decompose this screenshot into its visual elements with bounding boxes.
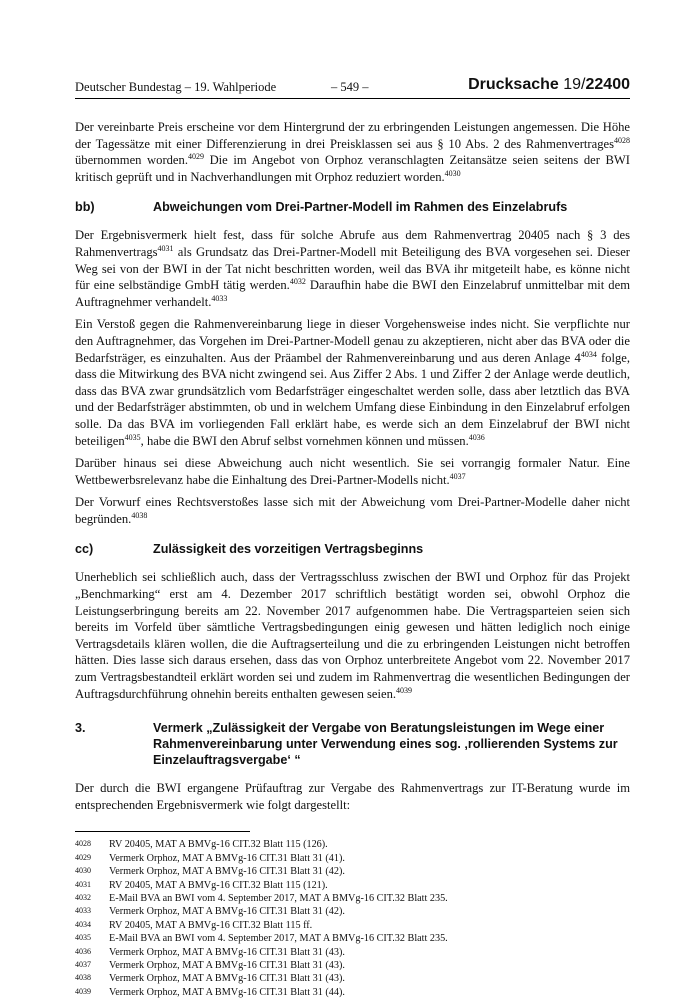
text-span: Darüber hinaus sei diese Abweichung auch nicht wesentlich. Sie sei vorrangig formaler Natur. Eine Wettbewerbsrelevanz habe die Einhaltung des Drei-Partner-Modells nicht.	[75, 456, 630, 487]
footnote	[75, 986, 630, 999]
footnote-ref: 4031	[157, 243, 174, 253]
section-heading-cc	[75, 541, 630, 557]
footnote	[75, 892, 630, 905]
footnote	[75, 838, 630, 851]
footnote-divider	[75, 831, 250, 832]
footnote	[75, 919, 630, 932]
footnote-number: 4031	[75, 879, 91, 889]
footnote-number: 4039	[75, 986, 91, 996]
document-number-main: 22400	[585, 76, 630, 93]
footnote-number: 4038	[75, 973, 91, 983]
text-span: übernommen worden.	[75, 153, 188, 168]
footnotes	[75, 838, 630, 999]
paragraph	[75, 569, 630, 702]
footnote-number: 4035	[75, 933, 91, 943]
footnote-ref: 4030	[444, 168, 461, 178]
footnote-text: Vermerk Orphoz, MAT A BMVg-16 CIT.31 Blatt 31 (42).	[109, 906, 345, 918]
heading-text: Zulässigkeit des vorzeitigen Vertragsbeginns	[153, 542, 424, 557]
footnote-ref: 4035	[124, 432, 141, 442]
footnote	[75, 905, 630, 918]
footnote-ref: 4032	[289, 276, 306, 286]
footnote	[75, 972, 630, 985]
footnote-text: RV 20405, MAT A BMVg-16 CIT.32 Blatt 115 (126).	[109, 839, 328, 851]
text-span: Der Ergebnisvermerk hielt fest, dass für solche Abrufe aus dem Rahmenvertrag 20405 nach § 3 des Rahmenvertrags	[75, 228, 630, 259]
paragraph	[75, 455, 630, 488]
text-span: , habe die BWI den Abruf selbst vornehmen können und müssen.	[140, 433, 469, 448]
heading-number: cc)	[75, 542, 94, 557]
footnote-number: 4036	[75, 946, 91, 956]
footnote	[75, 946, 630, 959]
body-text	[75, 119, 630, 813]
footnote	[75, 865, 630, 878]
footnote	[75, 932, 630, 945]
text-span: Die im Angebot von Orphoz veranschlagten Zeitansätze seien seitens der BWI kritisch geprüft und in Nachverhandlungen mit Orphoz reduziert worden.	[75, 153, 631, 184]
text-span: als Grundsatz das Drei-Partner-Modell mit Beteiligung des BVA vorgesehen sei. Dieser Weg sei von der BWI in der Tat nicht beschritten worden, weil das BVA ihr mitgeteilt habe, es könne nicht für eine selbständige GmbH tätig werden.	[75, 244, 630, 293]
document-number-prefix: 19/	[563, 76, 586, 93]
section-heading-bb	[75, 199, 630, 215]
text-span: Ein Verstoß gegen die Rahmenvereinbarung liege in dieser Vorgehensweise indes nicht. Sie verpflichte nur den Auftragnehmer, das Vorgehen im Drei-Partner-Modell genau zu akzeptieren, nicht aber das BVA oder die Bedarfsträger, es einzuhalten. Aus der Präambel der Rahmenvereinbarung und aus deren Anlage 4	[75, 317, 630, 365]
footnote-text: Vermerk Orphoz, MAT A BMVg-16 CIT.31 Blatt 31 (41).	[109, 852, 345, 864]
paragraph	[75, 316, 630, 449]
section-heading-3	[75, 720, 630, 768]
document-number	[468, 76, 630, 94]
footnote-number: 4028	[75, 839, 91, 849]
text-span: Der Vorwurf eines Rechtsverstoßes lasse sich mit der Abweichung vom Drei-Partner-Modelle daher nicht begründen.	[75, 495, 630, 526]
document-label: Drucksache	[468, 76, 559, 93]
header-publication: Deutscher Bundestag – 19. Wahlperiode	[75, 80, 277, 94]
footnote-number: 4030	[75, 866, 91, 876]
text-span: folge, dass die Mitwirkung des BVA nicht zwingend sei. Aus Ziffer 2 Abs. 1 und Ziffer 2 der Anlage werde deutlich, dass das BVA zwar grundsätzlich vom Bedarfsträger eingeschaltet werden solle, dass aber letztlich das BVA und der Bedarfsträger abstimmten, ob und in welchem Umfang diese Einbindung in den Einzelabruf erfolgen solle. Da das BVA im vorliegenden Fall erklärt habe, es werde sich an dem Einzelabruf der BWI nicht beteiligen	[75, 350, 630, 448]
heading-number: 3.	[75, 721, 86, 736]
document-page	[75, 76, 630, 999]
footnote-text: RV 20405, MAT A BMVg-16 CIT.32 Blatt 115 ff.	[109, 919, 313, 931]
footnote-number: 4033	[75, 906, 91, 916]
text-span: Unerheblich sei schließlich auch, dass der Vertragsschluss zwischen der BWI und Orphoz für das Projekt „Benchmarking“ erst am 4. Dezember 2017 schriftlich bestätigt worden sei, obwohl Orphoz die Leistungserbringung bereits am 22. November 2017 aufgenommen habe. Die Vertragsparteien seien sich bereits im Vorfeld über sämtliche Vertragsbedingungen einig gewesen und hätten lediglich noch einige Vertragsdetails klären wollen, die die Auftragserteilung und die zu erbringenden Leistungen nicht betroffen hätten. Dies lasse sich daraus ersehen, dass das von Orphoz unterbreitete Angebot vom 22. November 2017 zum Vertragsbestandteil erklärt worden sei und zudem im Rahmenvertrag die wesentlichen Bedingungen der Auftragsdurchführung ohnehin bereits enthalten gewesen seien.	[75, 570, 630, 701]
footnote-text: RV 20405, MAT A BMVg-16 CIT.32 Blatt 115 (121).	[109, 879, 328, 891]
footnote-number: 4029	[75, 852, 91, 862]
footnote-text: Vermerk Orphoz, MAT A BMVg-16 CIT.31 Blatt 31 (43).	[109, 946, 345, 958]
heading-text: Abweichungen vom Drei-Partner-Modell im Rahmen des Einzelabrufs	[153, 200, 568, 215]
footnote-ref: 4029	[187, 152, 204, 161]
footnote-text: Vermerk Orphoz, MAT A BMVg-16 CIT.31 Blatt 31 (43).	[109, 960, 345, 972]
heading-text: Vermerk „Zulässigkeit der Vergabe von Beratungsleistungen im Wege einer Rahmenvereinbarung unter Verwendung eines sog. ‚rollierenden Systems zur Einzelauftragsvergabe‘ “	[153, 721, 618, 768]
heading-number: bb)	[75, 200, 95, 215]
text-span: Der vereinbarte Preis erscheine vor dem Hintergrund der zu erbringenden Leistungen angemessen. Die Höhe der Tagessätze mit einer Differenzierung in drei Preisklassen sei aus § 10 Abs. 2 des Rahmenvertrages	[75, 120, 630, 151]
footnote-text: Vermerk Orphoz, MAT A BMVg-16 CIT.31 Blatt 31 (44).	[109, 986, 345, 998]
footnote-text: E-Mail BVA an BWI vom 4. September 2017, MAT A BMVg-16 CIT.32 Blatt 235.	[109, 893, 448, 905]
footnote-ref: 4037	[449, 471, 466, 481]
footnote-text: Vermerk Orphoz, MAT A BMVg-16 CIT.31 Blatt 31 (43).	[109, 973, 345, 985]
paragraph: Der durch die BWI ergangene Prüfauftrag zur Vergabe des Rahmenvertrags zur IT-Beratung wurde im entsprechenden Ergebnisvermerk wie folgt dargestellt:	[75, 781, 630, 812]
footnote-text: E-Mail BVA an BWI vom 4. September 2017, MAT A BMVg-16 CIT.32 Blatt 235.	[109, 933, 448, 945]
footnote-ref: 4033	[211, 293, 228, 303]
footnote-ref: 4038	[131, 510, 148, 520]
footnote-number: 4032	[75, 893, 91, 903]
footnote-text: Vermerk Orphoz, MAT A BMVg-16 CIT.31 Blatt 31 (42).	[109, 866, 345, 878]
footnote	[75, 852, 630, 865]
page-number: – 549 –	[331, 80, 369, 94]
paragraph	[75, 227, 630, 310]
footnote-ref: 4036	[468, 432, 485, 442]
footnote-ref: 4039	[396, 685, 413, 695]
footnote	[75, 879, 630, 892]
footnote-ref: 4028	[614, 135, 630, 145]
footnote-ref: 4034	[580, 349, 597, 359]
footnote-number: 4037	[75, 960, 91, 970]
text-span: Daraufhin habe die BWI den Einzelabruf unmittelbar mit dem Auftragnehmer verhandelt.	[75, 278, 630, 309]
footnote-number: 4034	[75, 919, 91, 929]
paragraph	[75, 494, 630, 527]
page-header	[75, 76, 630, 99]
paragraph	[75, 119, 630, 185]
footnote	[75, 959, 630, 972]
